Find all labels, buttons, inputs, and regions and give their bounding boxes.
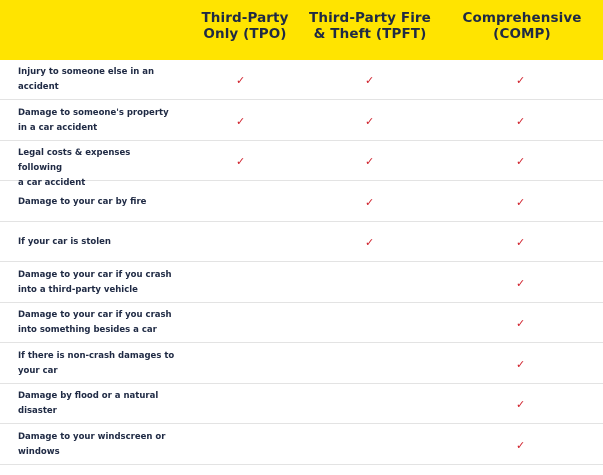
header-tpft-line2: & Theft (TPFT)	[313, 26, 427, 42]
row-label-line2: accident	[18, 82, 59, 92]
row-label-line1: Damage to your car if you crash	[18, 269, 172, 280]
table-row	[0, 263, 603, 303]
check-icon: ✓	[365, 74, 375, 87]
row-label-line1: Legal costs & expenses following	[18, 148, 131, 173]
table-row	[0, 303, 603, 343]
check-icon: ✓	[236, 114, 246, 128]
row-label-line1: Damage to your windscreen or	[18, 431, 166, 442]
check-icon: ✓	[516, 317, 526, 330]
header-tpo-line2: Only (TPO)	[203, 26, 287, 42]
check-icon: ✓	[516, 438, 526, 452]
row-label-line2: a car accident	[18, 178, 86, 188]
row-label-line2: disaster	[18, 406, 57, 416]
table-row	[0, 384, 603, 424]
row-label-line1: Damage to someone's property	[18, 107, 169, 118]
row-label	[18, 349, 176, 379]
row-label-line1: Damage to your car if you crash	[18, 310, 172, 320]
row-label	[18, 389, 176, 419]
check-icon: ✓	[516, 276, 526, 290]
header-comp-line2: (COMP)	[493, 26, 551, 42]
check-icon: ✓	[516, 398, 526, 411]
row-label-line1: Damage to your car by fire	[18, 196, 147, 207]
table-row	[0, 182, 603, 222]
row-label-line1: Damage by flood or a natural	[18, 391, 159, 401]
row-label-line2: into something besides a car	[18, 325, 157, 335]
header-tpo	[190, 10, 300, 42]
table-row	[0, 101, 603, 141]
table-row	[0, 60, 603, 100]
check-icon: ✓	[516, 236, 526, 249]
row-label	[18, 308, 176, 338]
check-icon: ✓	[365, 114, 375, 128]
row-label	[18, 195, 176, 210]
check-icon: ✓	[516, 74, 526, 87]
row-label	[18, 65, 176, 95]
header-comp	[452, 10, 592, 42]
row-label-line1: If there is non-crash damages to	[18, 350, 175, 361]
check-icon: ✓	[365, 236, 375, 249]
row-label-line2: in a car accident	[18, 122, 98, 133]
row-label-line1: If your car is stolen	[18, 237, 111, 247]
check-icon: ✓	[236, 74, 246, 87]
check-icon: ✓	[516, 155, 526, 168]
check-icon: ✓	[365, 195, 375, 209]
row-label-line2: into a third-party vehicle	[18, 284, 138, 295]
check-icon: ✓	[516, 357, 526, 371]
row-label	[18, 268, 176, 298]
row-label-line2: your car	[18, 365, 58, 376]
header-tpft	[305, 10, 435, 42]
check-icon: ✓	[236, 155, 246, 168]
row-label	[18, 235, 176, 250]
check-icon: ✓	[516, 114, 526, 128]
header-tpft-line1: Third-Party Fire	[309, 10, 431, 26]
row-label	[18, 430, 176, 460]
table-row	[0, 344, 603, 384]
table-row	[0, 222, 603, 262]
table-row	[0, 141, 603, 188]
check-icon: ✓	[365, 155, 375, 168]
row-label-line2: windows	[18, 446, 60, 457]
table-header	[0, 0, 603, 60]
table-row	[0, 425, 603, 465]
check-icon: ✓	[516, 195, 526, 209]
row-label-line1: Injury to someone else in an	[18, 67, 155, 77]
header-tpo-line1: Third-Party	[201, 10, 289, 26]
row-label	[18, 106, 176, 136]
header-comp-line1: Comprehensive	[462, 10, 582, 26]
